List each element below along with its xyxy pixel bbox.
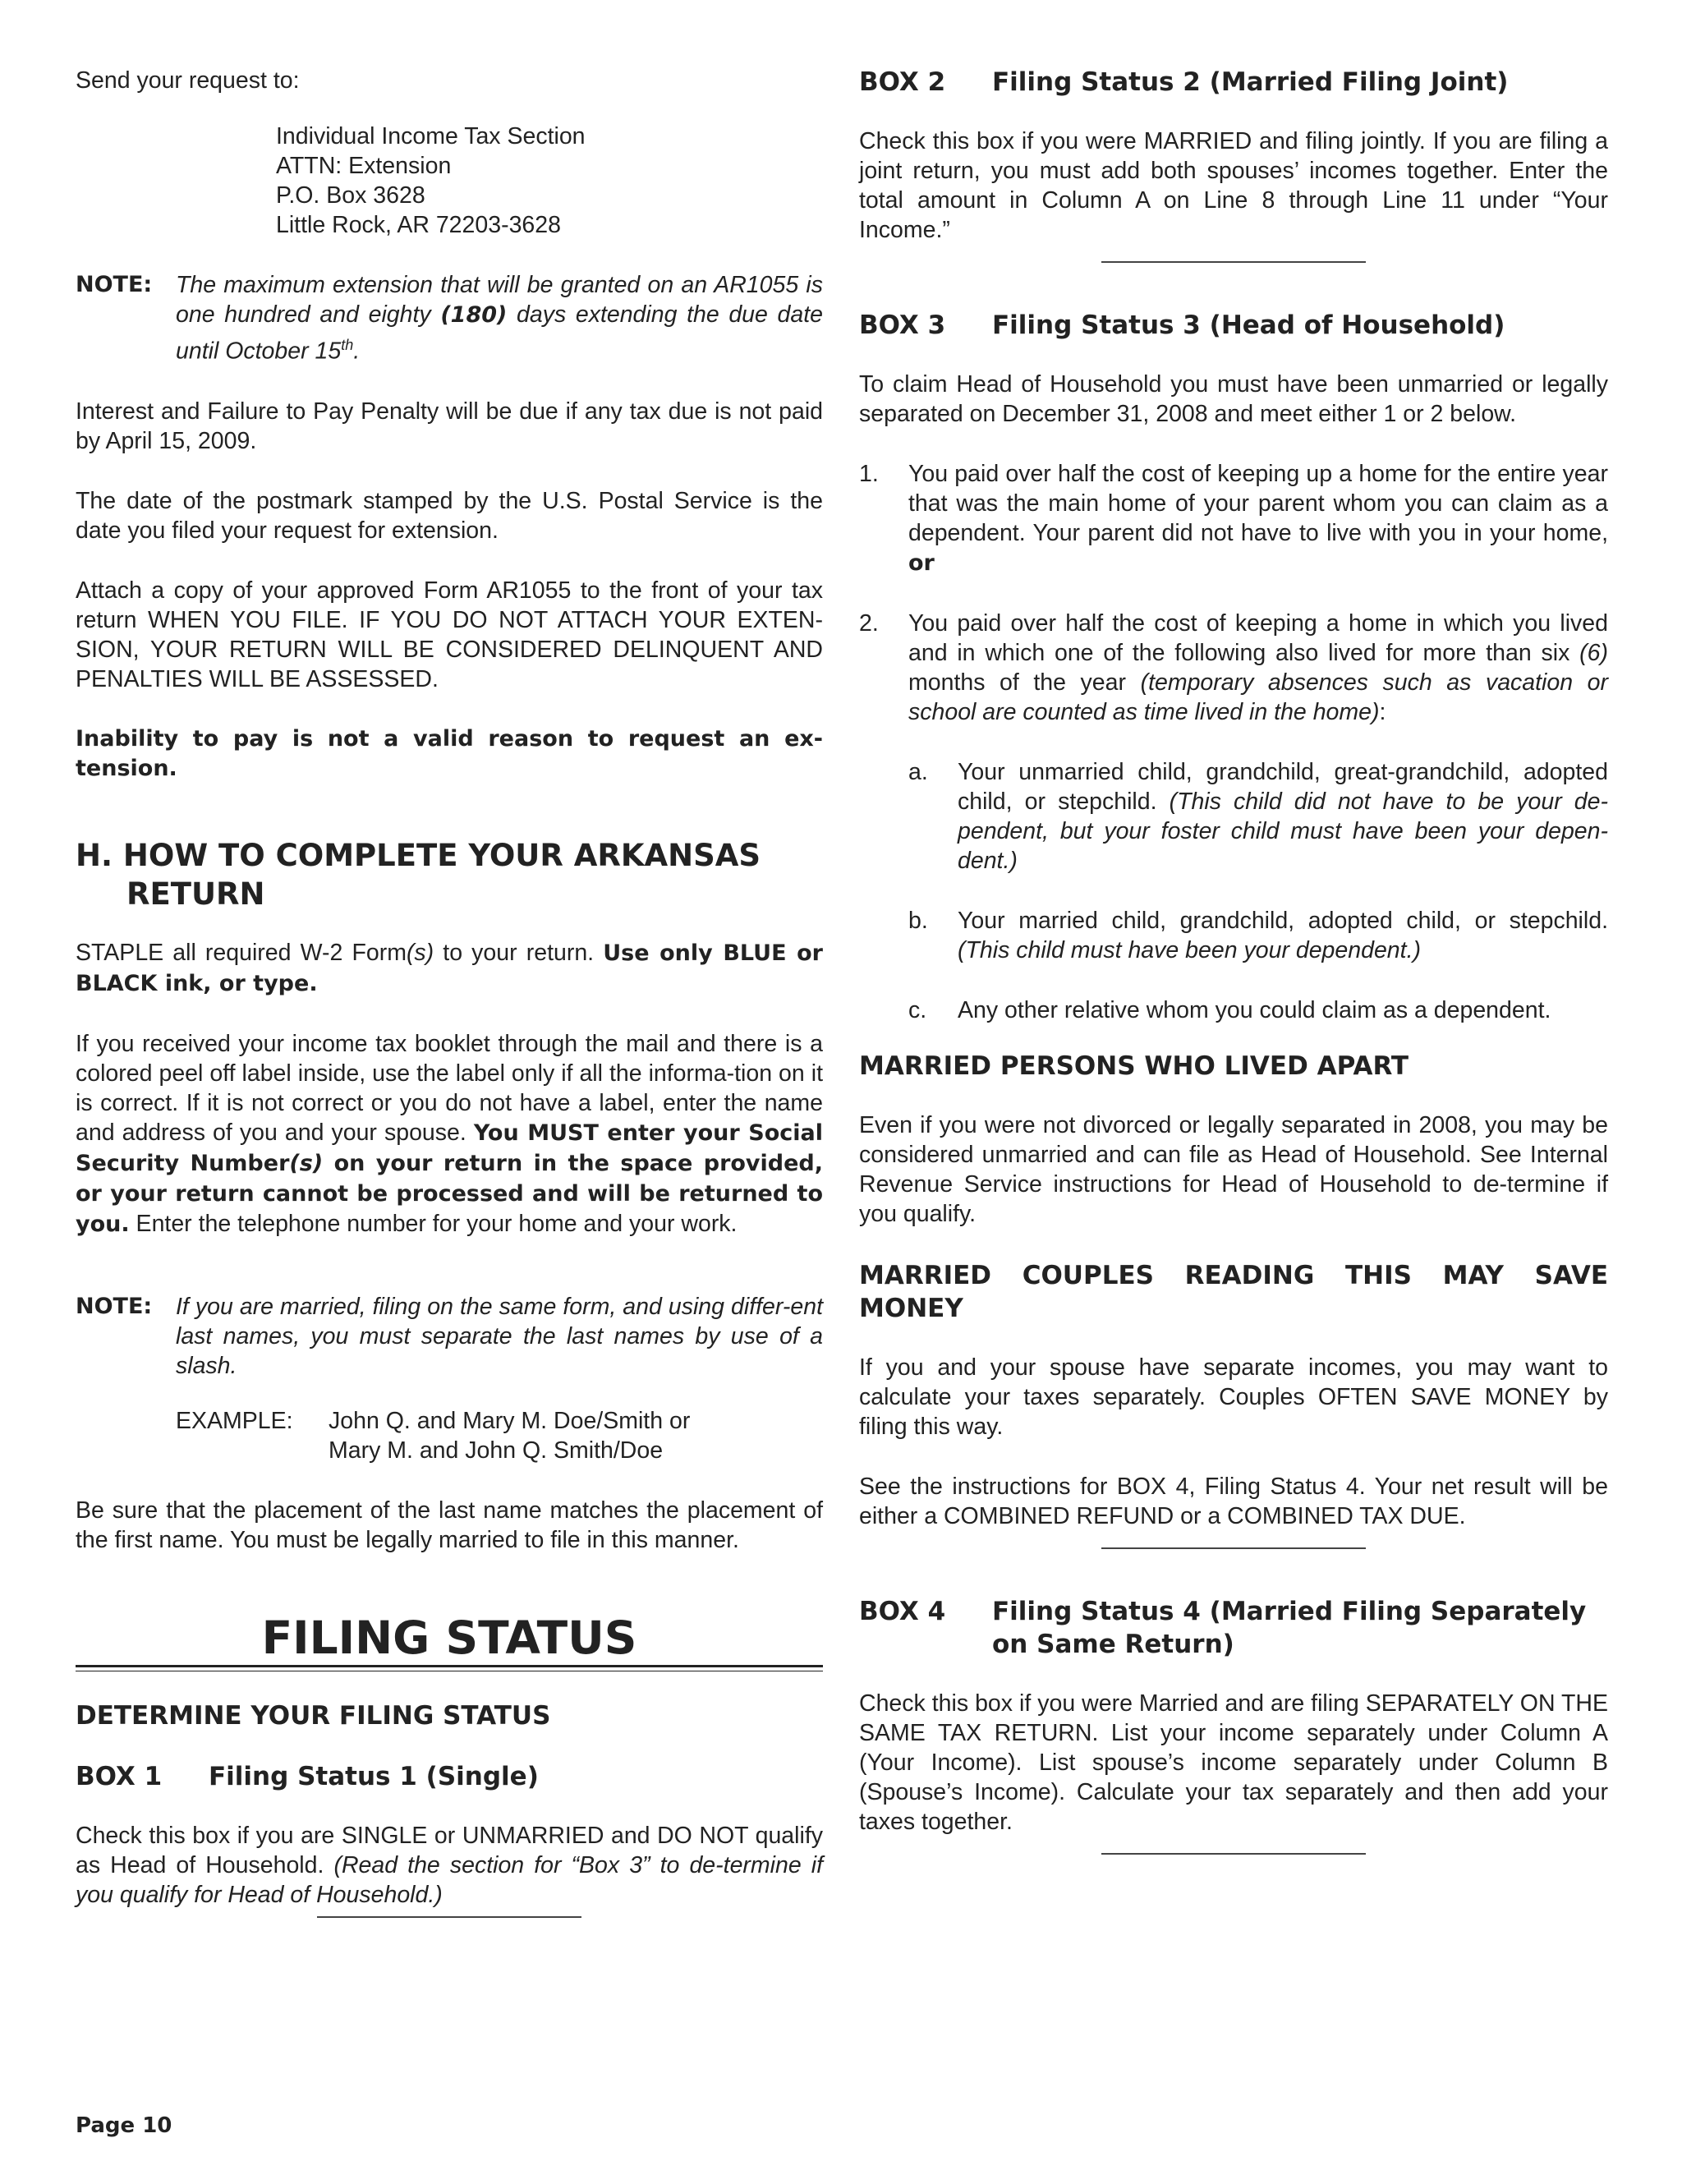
married-apart-text: Even if you were not divorced or legally separated in 2008, you may be considered unmarried and can file as Head of Household. See Internal Revenue Service instructions for Head of Household to de-termine if you qualify.	[859, 1112, 1608, 1227]
sub-list	[908, 757, 1608, 1025]
box4-heading: BOX 4 Filing Status 4 (Married Filing Separately on Same Return)	[859, 1597, 1587, 1659]
box1-text: Check this box if you are SINGLE or UNMARRIED and DO NOT qualify as Head of Household. (Read the section for “Box 3” to de-termine if you qualify for Head of Household.)	[76, 1822, 823, 1908]
determine-heading: DETERMINE YOUR FILING STATUS	[76, 1700, 551, 1731]
divider-rule	[1101, 1853, 1366, 1855]
note-last-names	[76, 1292, 823, 1381]
address-line: Little Rock, AR 72203-3628	[276, 212, 561, 238]
address-line: ATTN: Extension	[276, 153, 452, 179]
page-number: Page 10	[76, 2113, 172, 2138]
address-line: Individual Income Tax Section	[276, 123, 586, 149]
postmark-paragraph: The date of the postmark stamped by the U.S. Postal Service is the date you filed your request for extension.	[76, 487, 823, 544]
left-column	[76, 66, 823, 1918]
couples-text-2: See the instructions for BOX 4, Filing Status 4. Your net result will be either a COMBINED REFUND or a COMBINED TAX DUE.	[859, 1474, 1608, 1529]
example-text: John Q. and Mary M. Doe/Smith or Mary M. and John Q. Smith/Doe	[329, 1407, 691, 1464]
note-text: If you are married, filing on the same form, and using differ-ent last names, you must separate the last names by use of a slash.	[176, 1293, 823, 1379]
couples-heading: MARRIED COUPLES READING THIS MAY SAVE MONEY	[859, 1261, 1608, 1323]
note-label: NOTE:	[76, 272, 153, 297]
box1-heading: BOX 1 Filing Status 1 (Single)	[76, 1761, 539, 1791]
inability-paragraph: Inability to pay is not a valid reason to request an ex-tension.	[76, 725, 823, 781]
right-column	[859, 66, 1608, 1855]
placement-paragraph: Be sure that the placement of the last name matches the placement of the first name. You must be legally married to file in this manner.	[76, 1497, 823, 1553]
box4-text: Check this box if you were Married and are filing SEPARATELY ON THE SAME TAX RETURN. List your income separately under Column A (Your Income). List spouse’s income separately under Column B (Spouse’s Income). Calculate your tax separately and then add your taxes together.	[859, 1690, 1608, 1835]
staple-paragraph: STAPLE all required W-2 Form(s) to your return. Use only BLUE or BLACK ink, or type.	[76, 939, 823, 996]
note-label: NOTE:	[76, 1293, 153, 1319]
example-block	[176, 1406, 823, 1465]
booklet-paragraph: If you received your income tax booklet through the mail and there is a colored peel off label inside, use the label only if all the informa-tion on it is correct. If it is not correct or you do not have a label, enter the name and address of you and your spouse. You MUST enter your Social Security Number(s) on your return in the space provided, or your return cannot be processed and will be returned to you. Enter the telephone number for your home and your work.	[76, 1030, 824, 1237]
list-item: c. Any other relative whom you could claim as a dependent.	[908, 997, 1551, 1023]
divider-rule	[317, 1916, 581, 1918]
note-max-extension	[76, 270, 823, 366]
filing-status-heading: FILING STATUS	[261, 1611, 637, 1664]
address-line: P.O. Box 3628	[276, 182, 425, 209]
section-h-heading: H. HOW TO COMPLETE YOUR ARKANSAS RETURN	[76, 837, 761, 912]
example-label: EXAMPLE:	[176, 1407, 293, 1434]
divider-rule	[1101, 261, 1366, 263]
list-item: 2. You paid over half the cost of keeping a home in which you lived and in which one of the following also lived for more than six (6) months of the year (temporary absences such as vacation or school are counted as time lived in the home):	[859, 610, 1609, 725]
box2-text: Check this box if you were MARRIED and filing jointly. If you are filing a joint return, you must add both spouses’ incomes together. Enter the total amount in Column A on Line 8 through Line 11 under “Your Income.”	[859, 128, 1608, 243]
list-item: 1. You paid over half the cost of keeping up a home for the entire year that was the main home of your parent whom you can claim as a dependent. Your parent did not have to live with you in your home, or	[859, 461, 1608, 576]
send-to-label: Send your request to:	[76, 67, 300, 94]
married-apart-heading: MARRIED PERSONS WHO LIVED APART	[859, 1051, 1409, 1081]
note-text: The maximum extension that will be granted on an AR1055 is one hundred and eighty (180) days extending the due date until October 15th.	[176, 272, 823, 365]
double-rule	[76, 1665, 823, 1671]
list-item: b. Your married child, grandchild, adopted child, or stepchild. (This child must have been your dependent.)	[908, 908, 1608, 963]
mailing-address	[276, 122, 823, 240]
divider-rule	[1101, 1547, 1366, 1549]
list-item: a. Your unmarried child, grandchild, great-grandchild, adopted child, or stepchild. (This child did not have to be your de-pendent, but your foster child must have been your depen-dent.)	[908, 759, 1608, 874]
box3-intro: To claim Head of Household you must have been unmarried or legally separated on December 31, 2008 and meet either 1 or 2 below.	[859, 371, 1608, 427]
interest-paragraph: Interest and Failure to Pay Penalty will be due if any tax due is not paid by April 15, 2009.	[76, 398, 823, 454]
attach-paragraph: Attach a copy of your approved Form AR1055 to the front of your tax return WHEN YOU FILE. IF YOU DO NOT ATTACH YOUR EXTEN-SION, YOUR RETURN WILL BE CONSIDERED DELINQUENT AND PENALTIES WILL BE ASSESSED.	[76, 577, 823, 692]
couples-text: If you and your spouse have separate incomes, you may want to calculate your taxes separately. Couples OFTEN SAVE MONEY by filing this way.	[859, 1354, 1608, 1440]
box3-heading: BOX 3 Filing Status 3 (Head of Household)	[859, 310, 1505, 340]
box2-heading: BOX 2 Filing Status 2 (Married Filing Joint)	[859, 67, 1509, 97]
